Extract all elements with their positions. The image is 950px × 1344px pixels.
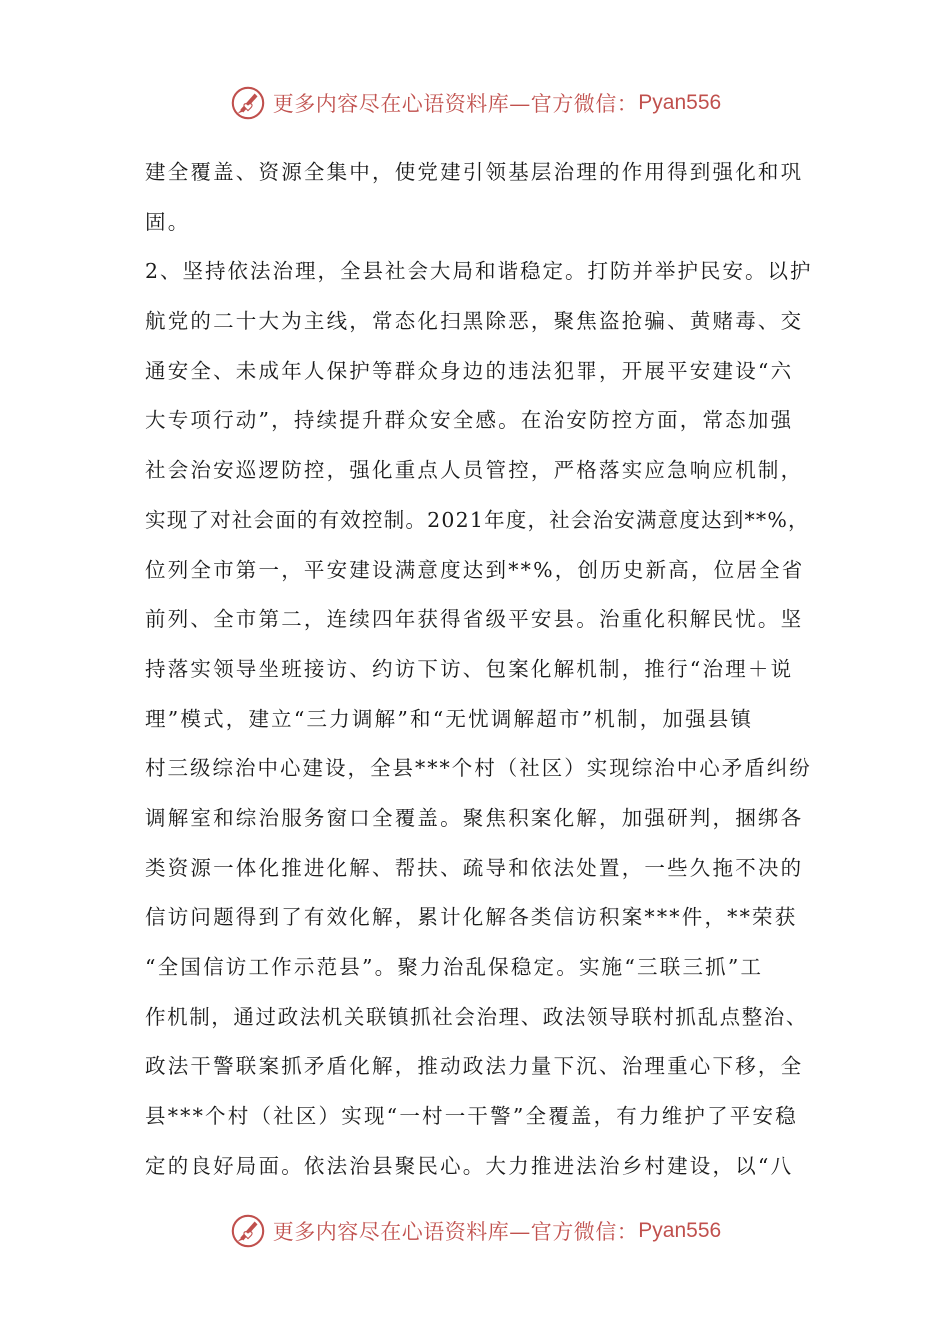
body-text-line: 2、坚持依法治理，全县社会大局和谐稳定。打防并举护民安。以护 (145, 259, 813, 284)
body-text-line: 持落实领导坐班接访、约访下访、包案化解机制，推行“治理＋说 (145, 656, 794, 681)
body-text-line: 固。 (145, 209, 191, 234)
body-text-line: 航党的二十大为主线，常态化扫黑除恶，聚焦盗抢骗、黄赌毒、交 (145, 309, 804, 334)
pen-heart-logo-icon (229, 84, 267, 122)
body-text-line: 调解室和综治服务窗口全覆盖。聚焦积案化解，加强研判，捆绑各 (145, 805, 804, 830)
watermark-wechat-id: Pyan556 (638, 1219, 722, 1242)
watermark-banner-top (0, 78, 950, 128)
body-text-line: “全国信访工作示范县”。聚力治乱保稳定。实施“三联三抓”工 (145, 955, 764, 979)
body-text-line: 政法干警联案抓矛盾化解，推动政法力量下沉、治理重心下移，全 (145, 1054, 804, 1079)
body-text-line: 通安全、未成年人保护等群众身边的违法犯罪，开展平安建设“六 (145, 358, 794, 383)
watermark-text: 更多内容尽在心语资料库—官方微信： (272, 92, 639, 116)
body-text-line: 定的良好局面。依法治县聚民心。大力推进法治乡村建设，以“八 (145, 1153, 794, 1178)
watermark-text: 更多内容尽在心语资料库—官方微信： (272, 1220, 639, 1244)
body-text-line: 前列、全市第二，连续四年获得省级平安县。治重化积解民忧。坚 (145, 607, 804, 632)
body-text-line: 县***个村（社区）实现“一村一干警”全覆盖，有力维护了平安稳 (145, 1104, 798, 1129)
body-text-line: 信访问题得到了有效化解，累计化解各类信访积案***件，**荣获 (145, 905, 798, 930)
body-text-line: 大专项行动”，持续提升群众安全感。在治安防控方面，常态加强 (145, 408, 794, 433)
body-text-line: 类资源一体化推进化解、帮扶、疏导和依法处置，一些久拖不决的 (145, 855, 804, 880)
body-text-line: 理”模式，建立“三力调解”和“无忧调解超市”机制，加强县镇 (145, 706, 754, 731)
document-body (145, 148, 813, 1191)
body-text-line: 实现了对社会面的有效控制。2021年度，社会治安满意度达到**%， (145, 507, 810, 532)
watermark-wechat-id: Pyan556 (638, 91, 722, 114)
watermark-banner-bottom (0, 1206, 950, 1256)
body-text-line: 建全覆盖、资源全集中，使党建引领基层治理的作用得到强化和巩 (145, 160, 804, 184)
pen-heart-logo-icon (229, 1212, 267, 1250)
body-text-line: 村三级综治中心建设，全县***个村（社区）实现综治中心矛盾纠纷 (145, 756, 812, 781)
body-text-line: 位列全市第一，平安建设满意度达到**%，创历史新高，位居全省 (145, 557, 805, 582)
body-text-line: 作机制，通过政法机关联镇抓社会治理、政法领导联村抓乱点整治、 (145, 1004, 808, 1029)
body-text-line: 社会治安巡逻防控，强化重点人员管控，严格落实应急响应机制， (145, 458, 804, 483)
